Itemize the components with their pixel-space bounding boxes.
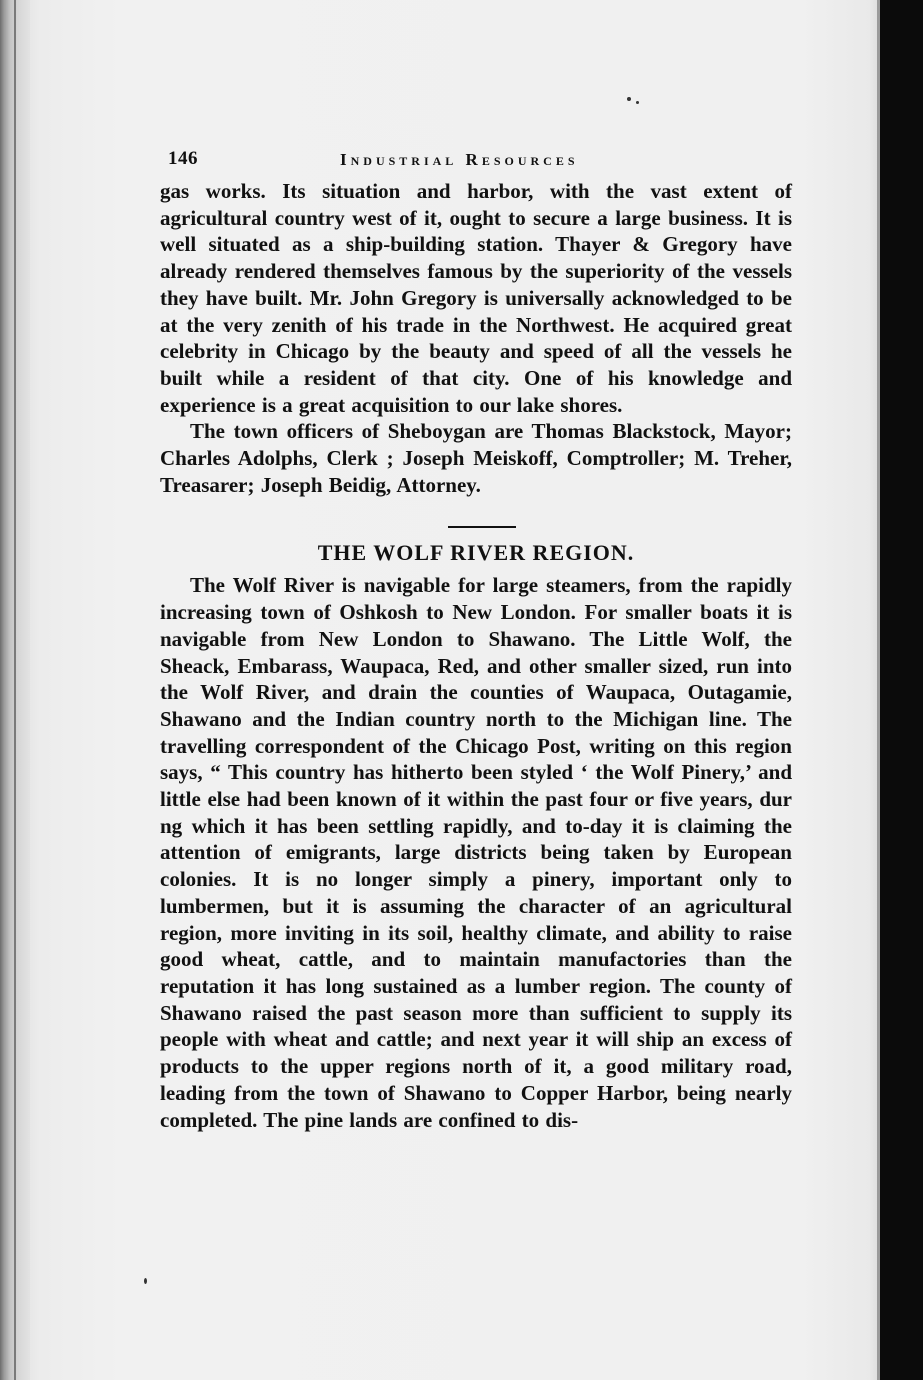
page-content — [160, 148, 792, 1133]
section-heading: THE WOLF RIVER REGION. — [317, 540, 635, 566]
scan-speck — [636, 101, 639, 104]
paragraph: The town officers of Sheboygan are Thomas Blackstock, Mayor; Charles Adolphs, Clerk ; Joseph Meiskoff, Comptroller; M. Treher, Treasarer; Joseph Beidig, Attorney. — [160, 419, 792, 497]
section-divider — [448, 526, 516, 528]
scan-speck — [144, 1278, 147, 1284]
scan-border — [880, 0, 923, 1380]
paragraph: gas works. Its situation and harbor, with the vast extent of agricultural country west of it, ought to secure a large business. It is well situated as a ship-building station. Thayer & Gregory have already rendered themselves famous by the superiority of the vessels they have built. Mr. John Gregory is universally acknowledged to be at the very zenith of his trade in the Northwest. He acquired great celebrity in Chicago by the beauty and speed of all the vessels he built while a resident of that city. One of his knowledge and experience is a great acquisition to our lake shores. — [160, 179, 792, 417]
page-number: 146 — [168, 148, 198, 169]
running-head: Industrial Resources — [340, 150, 579, 169]
gutter-line — [14, 0, 16, 1380]
page-header — [160, 148, 792, 178]
scan-speck — [627, 97, 631, 101]
section-body: The Wolf River is navigable for large steamers, from the rapidly increasing town of Oshkosh to New London. For smaller boats it is navigable from New London to Shawano. The Little Wolf, the Sheack, Embarass, Waupaca, Red, and other smaller sized, run into the Wolf River, and drain the counties of Waupaca, Outagamie, Shawano and the Indian country north to the Michigan line. The travelling correspondent of the Chicago Post, writing on this region says, “ This country has hitherto been styled ‘ the Wolf Pinery,’ and little else had been known of it within the past four or five years, dur ng which it has been settling rapidly, and to-day it is claiming the attention of emigrants, large districts being taken by European colonies. It is no longer simply a pinery, important only to lumbermen, but it is assuming the character of an agricultural region, more inviting in its soil, healthy climate, and ability to raise good wheat, cattle, and to maintain manufactories than the reputation it has long sustained as a lumber region. The county of Shawano raised the past season more than sufficient to supply its people with wheat and cattle; and next year it will ship an excess of products to the upper regions north of it, a good military road, leading from the town of Shawano to Copper Harbor, being nearly completed. The pine lands are confined to dis- — [160, 573, 792, 1132]
